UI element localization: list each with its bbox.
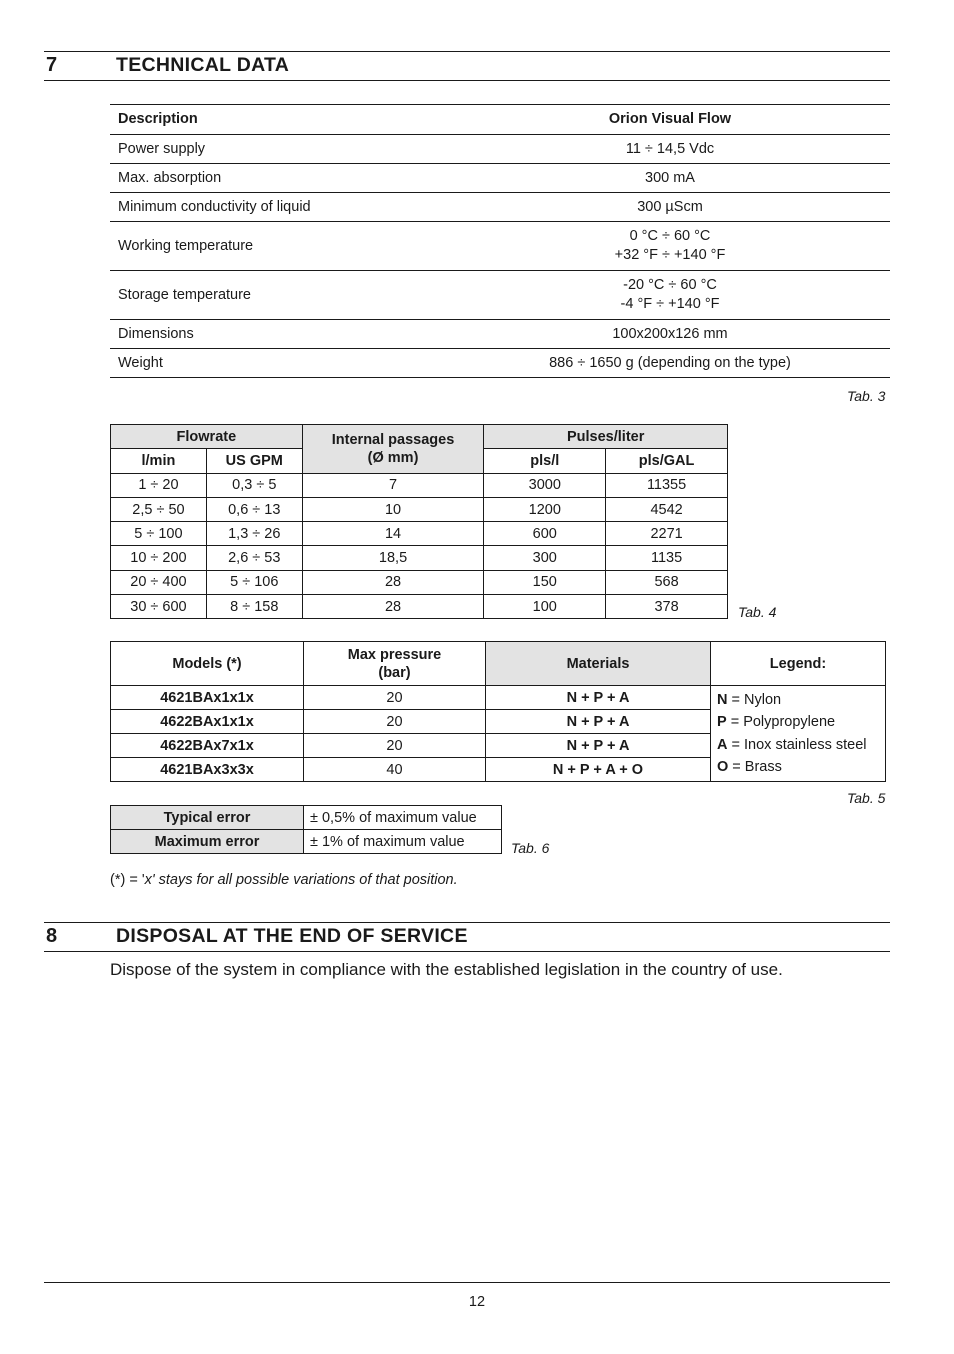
cell: 14	[302, 522, 484, 546]
row-value: 11 ÷ 14,5 Vdc	[450, 135, 890, 164]
cell-materials: N + P + A	[486, 710, 711, 734]
value-line: -20 °C ÷ 60 °C	[623, 277, 717, 293]
legend-cell	[711, 686, 886, 782]
cell: 2,5 ÷ 50	[111, 497, 207, 521]
row-value	[450, 271, 890, 320]
header-line: Max pressure	[347, 646, 442, 663]
subheader-plsgal: pls/GAL	[606, 449, 728, 473]
table-header-row	[110, 105, 890, 135]
table-header-row	[111, 425, 728, 449]
cell-value: ± 1% of maximum value	[304, 830, 502, 854]
table-caption: Tab. 6	[511, 840, 550, 856]
value-line: 0 °C ÷ 60 °C	[629, 228, 711, 244]
row-label: Working temperature	[110, 222, 450, 271]
cell: 7	[302, 473, 484, 497]
cell-materials: N + P + A	[486, 686, 711, 710]
flowrate-table	[110, 424, 728, 619]
row-value	[450, 222, 890, 271]
header-max-pressure	[304, 642, 486, 686]
header-line: Internal passages	[331, 431, 455, 448]
section-number: 8	[46, 925, 58, 947]
cell-label: Maximum error	[111, 830, 304, 854]
table-row	[111, 686, 886, 710]
row-value: 100x200x126 mm	[450, 320, 890, 349]
table-row	[111, 570, 728, 594]
table-row	[110, 193, 890, 222]
page-number: 12	[468, 1294, 486, 1310]
footnote-x: x	[144, 872, 152, 888]
disposal-paragraph: Dispose of the system in compliance with the established legislation in the country of use.	[110, 960, 783, 979]
header-internal-passages	[302, 425, 484, 474]
legend-key: P	[717, 714, 727, 730]
value-line: -4 °F ÷ +140 °F	[620, 296, 720, 312]
legend-text: = Polypropylene	[726, 714, 836, 730]
section-title: TECHNICAL DATA	[116, 54, 290, 76]
cell: 10 ÷ 200	[111, 546, 207, 570]
section-title: DISPOSAL AT THE END OF SERVICE	[116, 925, 468, 947]
cell: 5 ÷ 106	[206, 570, 302, 594]
cell-pressure: 20	[304, 710, 486, 734]
legend-key: A	[717, 736, 728, 753]
cell-value: ± 0,5% of maximum value	[304, 806, 502, 830]
cell: 4542	[606, 497, 728, 521]
cell: 1200	[484, 497, 606, 521]
header-product: Orion Visual Flow	[450, 105, 890, 135]
legend-key: N	[717, 691, 728, 708]
row-label: Storage temperature	[110, 271, 450, 320]
cell: 10	[302, 497, 484, 521]
cell: 18,5	[302, 546, 484, 570]
cell: 0,6 ÷ 13	[206, 497, 302, 521]
legend-text: = Brass	[728, 759, 782, 775]
table-row	[110, 164, 890, 193]
row-value: 300 µScm	[450, 193, 890, 222]
section-8-header	[44, 922, 890, 952]
subheader-plsl: pls/l	[484, 449, 606, 473]
value-line: +32 °F ÷ +140 °F	[614, 247, 726, 263]
cell-model: 4621BAx1x1x	[111, 686, 304, 710]
header-models: Models (*)	[111, 642, 304, 686]
section-7-header	[44, 51, 890, 81]
cell: 28	[302, 570, 484, 594]
cell: 300	[484, 546, 606, 570]
cell-model: 4622BAx7x1x	[111, 734, 304, 758]
footnote	[110, 872, 458, 888]
header-line: (Ø mm)	[367, 449, 419, 466]
legend-item	[717, 689, 879, 712]
row-label: Max. absorption	[110, 164, 450, 193]
table-row	[111, 806, 502, 830]
cell: 568	[606, 570, 728, 594]
technical-data-table	[110, 104, 890, 378]
table-row	[110, 135, 890, 164]
legend-key: O	[717, 759, 729, 775]
section-number: 7	[46, 54, 58, 76]
table-caption: Tab. 5	[847, 790, 886, 806]
row-label: Power supply	[110, 135, 450, 164]
cell: 0,3 ÷ 5	[206, 473, 302, 497]
footnote-text: ' stays for all possible variations of that position.	[151, 872, 458, 888]
subheader-lmin: l/min	[111, 449, 207, 473]
row-label: Weight	[110, 349, 450, 378]
cell: 1 ÷ 20	[111, 473, 207, 497]
error-table	[110, 805, 502, 854]
cell: 8 ÷ 158	[206, 595, 302, 619]
table-row	[111, 830, 502, 854]
cell: 30 ÷ 600	[111, 595, 207, 619]
cell-pressure: 40	[304, 758, 486, 782]
legend-text: = Nylon	[727, 691, 782, 708]
models-table	[110, 641, 886, 782]
row-value: 886 ÷ 1650 g (depending on the type)	[450, 349, 890, 378]
legend-item	[717, 756, 879, 779]
row-label: Dimensions	[110, 320, 450, 349]
cell: 1135	[606, 546, 728, 570]
cell: 20 ÷ 400	[111, 570, 207, 594]
table-row	[111, 595, 728, 619]
table-row	[111, 497, 728, 521]
table-header-row	[111, 642, 886, 686]
legend-item	[717, 711, 879, 734]
legend-text: = Inox stainless steel	[727, 736, 867, 753]
cell: 2271	[606, 522, 728, 546]
cell: 2,6 ÷ 53	[206, 546, 302, 570]
cell: 3000	[484, 473, 606, 497]
cell-pressure: 20	[304, 686, 486, 710]
row-label: Minimum conductivity of liquid	[110, 193, 450, 222]
header-description: Description	[110, 105, 450, 135]
table-row	[110, 320, 890, 349]
table-caption: Tab. 4	[738, 604, 777, 620]
header-legend: Legend:	[711, 642, 886, 686]
cell-model: 4621BAx3x3x	[111, 758, 304, 782]
table-row	[110, 222, 890, 271]
cell-pressure: 20	[304, 734, 486, 758]
table-row	[110, 271, 890, 320]
legend-item	[717, 734, 879, 757]
row-value: 300 mA	[450, 164, 890, 193]
header-line: (bar)	[378, 664, 411, 681]
footer-divider	[44, 1282, 890, 1283]
table-row	[110, 349, 890, 378]
cell-materials: N + P + A + O	[486, 758, 711, 782]
cell: 28	[302, 595, 484, 619]
cell: 378	[606, 595, 728, 619]
cell: 600	[484, 522, 606, 546]
cell-model: 4622BAx1x1x	[111, 710, 304, 734]
cell: 5 ÷ 100	[111, 522, 207, 546]
table-row	[111, 522, 728, 546]
cell-materials: N + P + A	[486, 734, 711, 758]
cell: 150	[484, 570, 606, 594]
header-flowrate: Flowrate	[111, 425, 303, 449]
subheader-usgpm: US GPM	[206, 449, 302, 473]
header-materials: Materials	[486, 642, 711, 686]
cell: 100	[484, 595, 606, 619]
table-caption: Tab. 3	[847, 388, 886, 404]
cell: 11355	[606, 473, 728, 497]
table-row	[111, 546, 728, 570]
header-pulses: Pulses/liter	[484, 425, 728, 449]
table-row	[111, 473, 728, 497]
cell: 1,3 ÷ 26	[206, 522, 302, 546]
footnote-prefix: (*) = '	[110, 872, 145, 888]
cell-label: Typical error	[111, 806, 304, 830]
